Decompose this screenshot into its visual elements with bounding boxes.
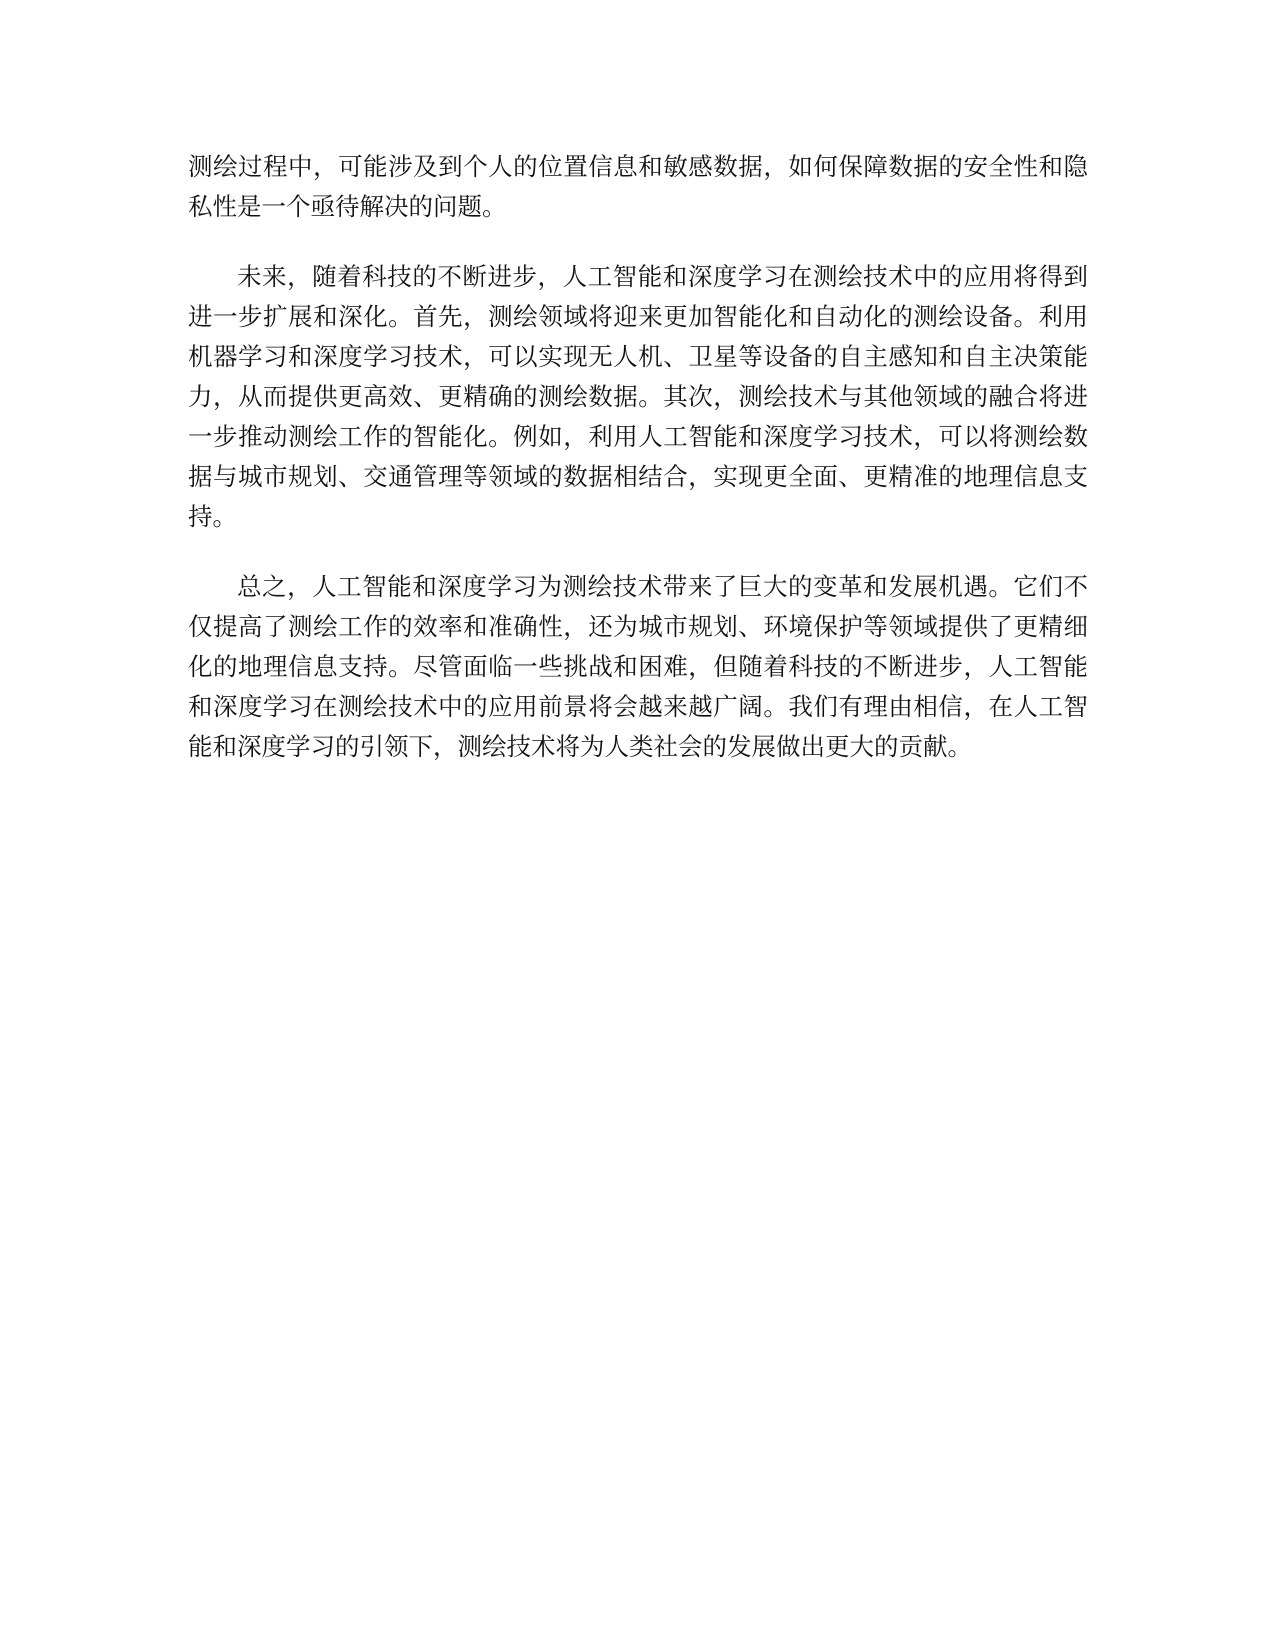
paragraph-spacing [188, 537, 1088, 567]
paragraph-1 [188, 147, 1088, 227]
paragraph-line: 机器学习和深度学习技术，可以实现无人机、卫星等设备的自主感知和自主决策能 [188, 342, 1088, 371]
paragraph-line: 和深度学习在测绘技术中的应用前景将会越来越广阔。我们有理由相信，在人工智 [188, 692, 1088, 721]
paragraph-line: 能和深度学习的引领下，测绘技术将为人类社会的发展做出更大的贡献。 [188, 732, 972, 761]
paragraph-line: 测绘过程中，可能涉及到个人的位置信息和敏感数据，如何保障数据的安全性和隐 [188, 152, 1088, 181]
paragraph-line: 未来，随着科技的不断进步，人工智能和深度学习在测绘技术中的应用将得到 [237, 262, 1088, 291]
paragraph-line: 一步推动测绘工作的智能化。例如，利用人工智能和深度学习技术，可以将测绘数 [188, 422, 1088, 451]
paragraph-line: 持。 [188, 502, 237, 531]
paragraph-line: 总之，人工智能和深度学习为测绘技术带来了巨大的变革和发展机遇。它们不 [237, 572, 1088, 601]
paragraph-line: 力，从而提供更高效、更精确的测绘数据。其次，测绘技术与其他领域的融合将进 [188, 382, 1088, 411]
paragraph-line: 仅提高了测绘工作的效率和准确性，还为城市规划、环境保护等领域提供了更精细 [188, 612, 1088, 641]
paragraph-2 [188, 257, 1088, 537]
paragraph-line: 进一步扩展和深化。首先，测绘领域将迎来更加智能化和自动化的测绘设备。利用 [188, 302, 1088, 331]
paragraph-line: 私性是一个亟待解决的问题。 [188, 192, 507, 221]
document-body [188, 147, 1088, 767]
paragraph-line: 化的地理信息支持。尽管面临一些挑战和困难，但随着科技的不断进步，人工智能 [188, 652, 1088, 681]
paragraph-line: 据与城市规划、交通管理等领域的数据相结合，实现更全面、更精准的地理信息支 [188, 462, 1088, 491]
paragraph-3 [188, 567, 1088, 767]
paragraph-spacing [188, 227, 1088, 257]
